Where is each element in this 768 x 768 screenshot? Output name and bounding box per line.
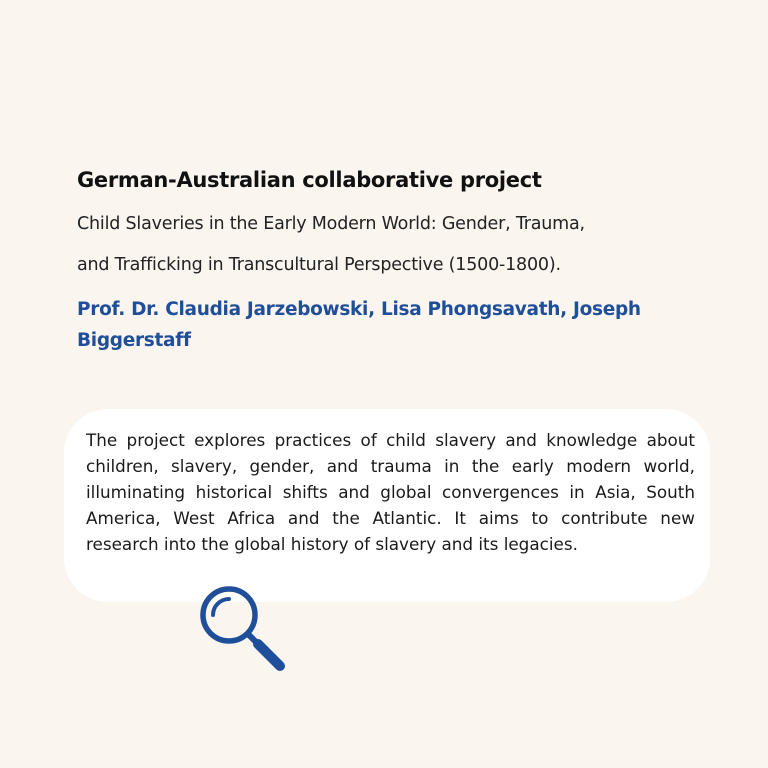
header-block	[77, 164, 677, 356]
authors: Prof. Dr. Claudia Jarzebowski, Lisa Phongsavath, Joseph Biggerstaff	[77, 299, 641, 351]
project-title-line-1: Child Slaveries in the Early Modern World: Gender, Trauma,	[77, 214, 585, 234]
project-title	[77, 204, 677, 286]
search-icon	[196, 582, 288, 674]
description-text: The project explores practices of child slavery and knowledge about children, slavery, gender, and trauma in the early modern world, illuminating historical shifts and global convergences in Asia, South America, West Africa and the Atlantic. It aims to contribute new research into the global history of slavery and its legacies.	[86, 430, 695, 554]
project-title-line-2: and Trafficking in Transcultural Perspective (1500-1800).	[77, 255, 561, 275]
project-type-heading: German-Australian collaborative project	[77, 168, 542, 192]
description-card	[64, 409, 710, 602]
